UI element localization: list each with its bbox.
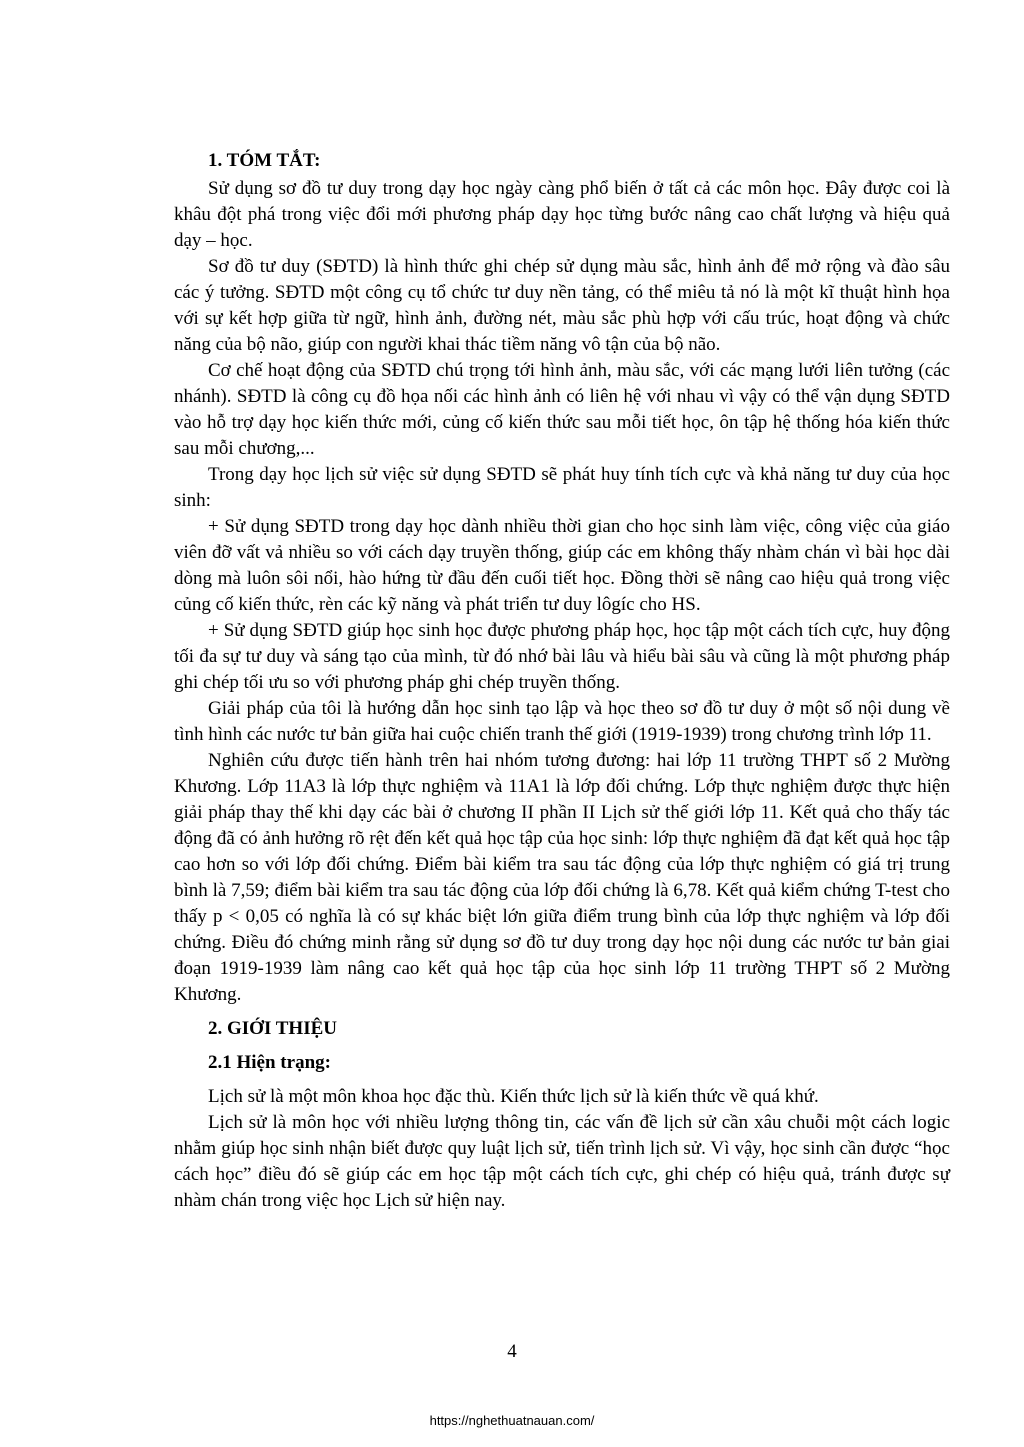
paragraph: Sơ đồ tư duy (SĐTD) là hình thức ghi chép sử dụng màu sắc, hình ảnh để mở rộng và đào sâu các ý tưởng. SĐTD một công cụ tổ chức tư duy nền tảng, có thể miêu tả nó là một kĩ thuật hình họa với sự kết hợp giữa từ ngữ, hình ảnh, đường nét, màu sắc phù hợp với cấu trúc, hoạt động và chức năng của bộ não, giúp con người khai thác tiềm năng vô tận của bộ não. (174, 256, 950, 355)
footer-url[interactable]: https://nghethuatnauan.com/ (429, 1413, 595, 1428)
paragraph: Trong dạy học lịch sử việc sử dụng SĐTD sẽ phát huy tính tích cực và khả năng tư duy của học sinh: (174, 464, 950, 511)
paragraph: Nghiên cứu được tiến hành trên hai nhóm tương đương: hai lớp 11 trường THPT số 2 Mường Khương. Lớp 11A3 là lớp thực nghiệm và 11A1 là lớp đối chứng. Lớp thực nghiệm được thực hiện giải pháp thay thế khi dạy các bài ở chương II phần II Lịch sử thế giới lớp 11. Kết quả cho thấy tác động đã có ảnh hưởng rõ rệt đến kết quả học tập của học sinh: lớp thực nghiệm đã đạt kết quả học tập cao hơn so với lớp đối chứng. Điểm bài kiểm tra sau tác động của lớp thực nghiệm có giá trị trung bình là 7,59; điểm bài kiểm tra sau tác động của lớp đối chứng là 6,78. Kết quả kiểm chứng T-test cho thấy p < 0,05 có nghĩa là có sự khác biệt lớn giữa điểm trung bình của lớp thực nghiệm và lớp đối chứng. Điều đó chứng minh rằng sử dụng sơ đồ tư duy trong dạy học nội dung các nước tư bản giai đoạn 1919-1939 làm nâng cao kết quả học tập của học sinh lớp 11 trường THPT số 2 Mường Khương. (174, 750, 950, 1005)
bullet-paragraph: + Sử dụng SĐTD trong dạy học dành nhiều thời gian cho học sinh làm việc, công việc của giáo viên đỡ vất vả nhiều so với cách dạy truyền thống, giúp các em không thấy nhàm chán vì bài học dài dòng mà luôn sôi nổi, hào hứng từ đầu đến cuối tiết học. Đồng thời sẽ nâng cao hiệu quả trong việc củng cố kiến thức, rèn các kỹ năng và phát triển tư duy lôgíc cho HS. (174, 516, 950, 615)
paragraph: Lịch sử là một môn khoa học đặc thù. Kiến thức lịch sử là kiến thức về quá khứ. (208, 1086, 819, 1107)
paragraph: Sử dụng sơ đồ tư duy trong dạy học ngày càng phổ biến ở tất cả các môn học. Đây được coi là khâu đột phá trong việc đổi mới phương pháp dạy học từng bước nâng cao chất lượng và hiệu quả dạy – học. (174, 178, 950, 251)
section-heading-introduction: 2. GIỚI THIỆU (208, 1018, 337, 1039)
paragraph: Lịch sử là môn học với nhiều lượng thông tin, các vấn đề lịch sử cần xâu chuỗi một cách logic nhằm giúp học sinh nhận biết được quy luật lịch sử, tiến trình lịch sử. Vì vậy, học sinh cần được “học cách học” điều đó sẽ giúp các em học tập một cách tích cực, ghi chép có hiệu quả, tránh được sự nhàm chán trong việc học Lịch sử hiện nay. (174, 1112, 950, 1211)
subsection-heading-status: 2.1 Hiện trạng: (208, 1052, 331, 1073)
paragraph: Giải pháp của tôi là hướng dẫn học sinh tạo lập và học theo sơ đồ tư duy ở một số nội dung về tình hình các nước tư bản giữa hai cuộc chiến tranh thế giới (1919-1939) trong chương trình lớp 11. (174, 698, 950, 745)
paragraph: Cơ chế hoạt động của SĐTD chú trọng tới hình ảnh, màu sắc, với các mạng lưới liên tưởng (các nhánh). SĐTD là công cụ đồ họa nối các hình ảnh có liên hệ với nhau vì vậy có thể vận dụng SĐTD vào hỗ trợ dạy học kiến thức mới, củng cố kiến thức sau mỗi tiết học, ôn tập hệ thống hóa kiến thức sau mỗi chương,... (174, 360, 950, 459)
page-number: 4 (507, 1341, 517, 1362)
bullet-paragraph: + Sử dụng SĐTD giúp học sinh học được phương pháp học, học tập một cách tích cực, huy động tối đa sự tư duy và sáng tạo của mình, từ đó nhớ bài lâu và hiểu bài sâu và cũng là một phương pháp ghi chép tối ưu so với phương pháp ghi chép truyền thống. (174, 620, 950, 693)
section-heading-summary: 1. TÓM TẮT: (208, 150, 321, 171)
page-content (174, 148, 950, 1214)
